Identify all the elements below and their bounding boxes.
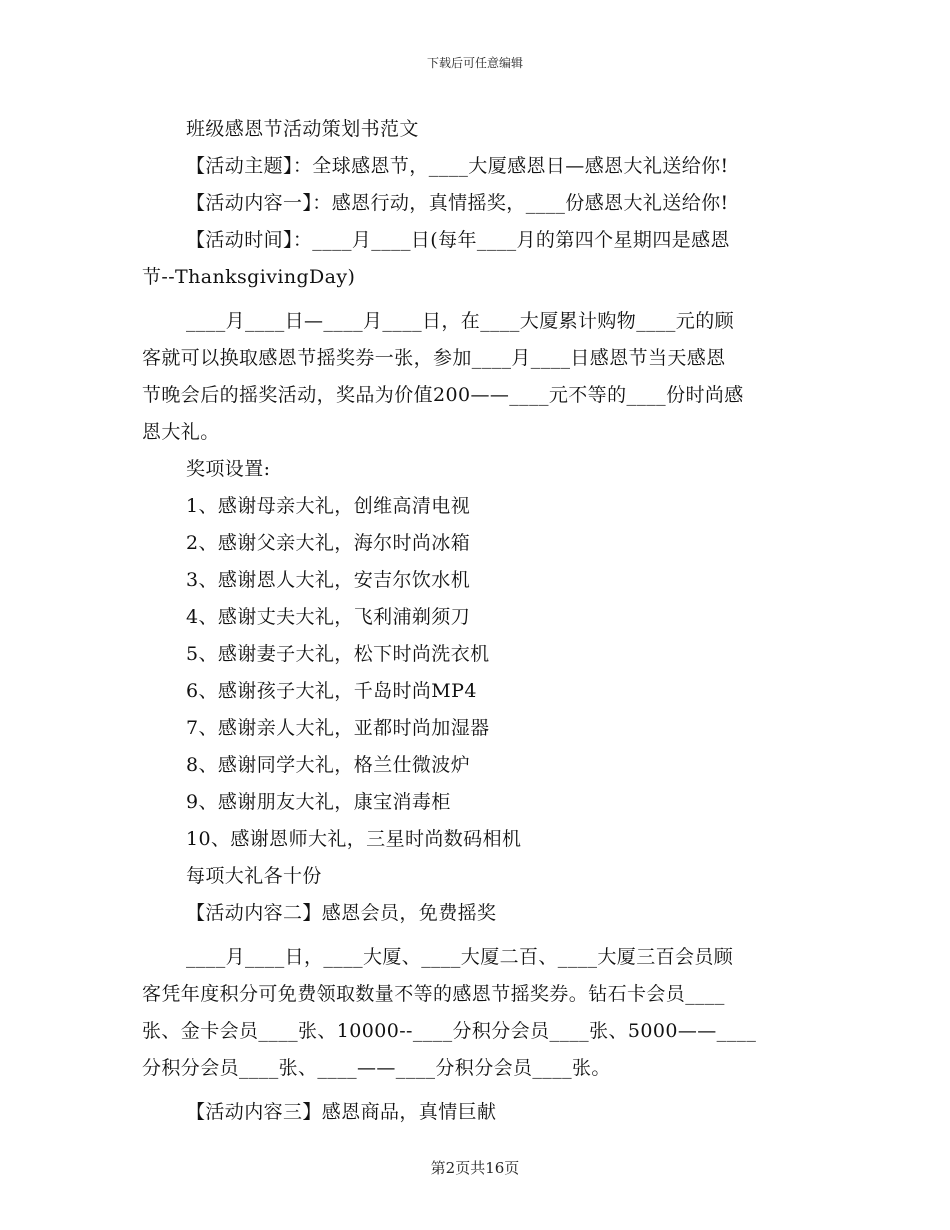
prize-item: 8、感谢同学大礼，格兰仕微波炉 [186, 754, 471, 776]
paragraph-1 [142, 303, 812, 451]
prize-item: 9、感谢朋友大礼，康宝消毒柜 [186, 791, 451, 813]
paragraph-line: 客就可以换取感恩节摇奖券一张，参加____月____日感恩节当天感恩 [142, 347, 726, 369]
prize-item: 3、感谢恩人大礼，安吉尔饮水机 [186, 569, 471, 591]
paragraph-line: 客凭年度积分可免费领取数量不等的感恩节摇奖券。钻石卡会员____ [142, 983, 725, 1005]
page-header-note: 下载后可任意编辑 [426, 56, 523, 70]
paragraph-2 [142, 939, 812, 1087]
each-prize-note: 每项大礼各十份 [186, 865, 322, 887]
paragraph-line: 恩大礼。 [142, 421, 220, 443]
page-number: 第2页共16页 [430, 1159, 520, 1177]
activity-time-line-1: 【活动时间】：____月____日(每年____月的第四个星期四是感恩 [186, 229, 730, 251]
paragraph-line: 节晚会后的摇奖活动，奖品为价值200——____元不等的____份时尚感 [142, 384, 744, 406]
document-title: 班级感恩节活动策划书范文 [186, 118, 419, 140]
document-body [142, 111, 812, 1131]
paragraph-line: ____月____日，____大厦、____大厦二百、____大厦三百会员顾 [186, 946, 734, 968]
prizes-heading: 奖项设置: [186, 458, 271, 480]
activity-content-1-heading: 【活动内容一】：感恩行动，真情摇奖，____份感恩大礼送给你! [186, 192, 729, 214]
paragraph-line: 分积分会员____张、____——____分积分会员____张。 [142, 1057, 611, 1079]
prize-list [142, 488, 812, 858]
prize-item: 4、感谢丈夫大礼，飞利浦剃须刀 [186, 606, 471, 628]
prize-item: 10、感谢恩师大礼，三星时尚数码相机 [186, 828, 522, 850]
paragraph-line: 张、金卡会员____张、10000--____分积分会员____张、5000——____ [142, 1020, 757, 1042]
paragraph-line: ____月____日—____月____日，在____大厦累计购物____元的顾 [186, 310, 735, 332]
prize-item: 5、感谢妻子大礼，松下时尚洗衣机 [186, 643, 490, 665]
prize-item: 2、感谢父亲大礼，海尔时尚冰箱 [186, 532, 471, 554]
prize-item: 7、感谢亲人大礼，亚都时尚加湿器 [186, 717, 490, 739]
prize-item: 6、感谢孩子大礼，千岛时尚MP4 [186, 680, 477, 702]
activity-time-line-2: 节--ThanksgivingDay) [142, 266, 356, 288]
activity-content-2-heading: 【活动内容二】感恩会员，免费摇奖 [186, 902, 497, 924]
prize-item: 1、感谢母亲大礼，创维高清电视 [186, 495, 471, 517]
activity-theme: 【活动主题】：全球感恩节，____大厦感恩日—感恩大礼送给你! [186, 155, 729, 177]
activity-content-3-heading: 【活动内容三】感恩商品，真情巨献 [186, 1101, 497, 1123]
